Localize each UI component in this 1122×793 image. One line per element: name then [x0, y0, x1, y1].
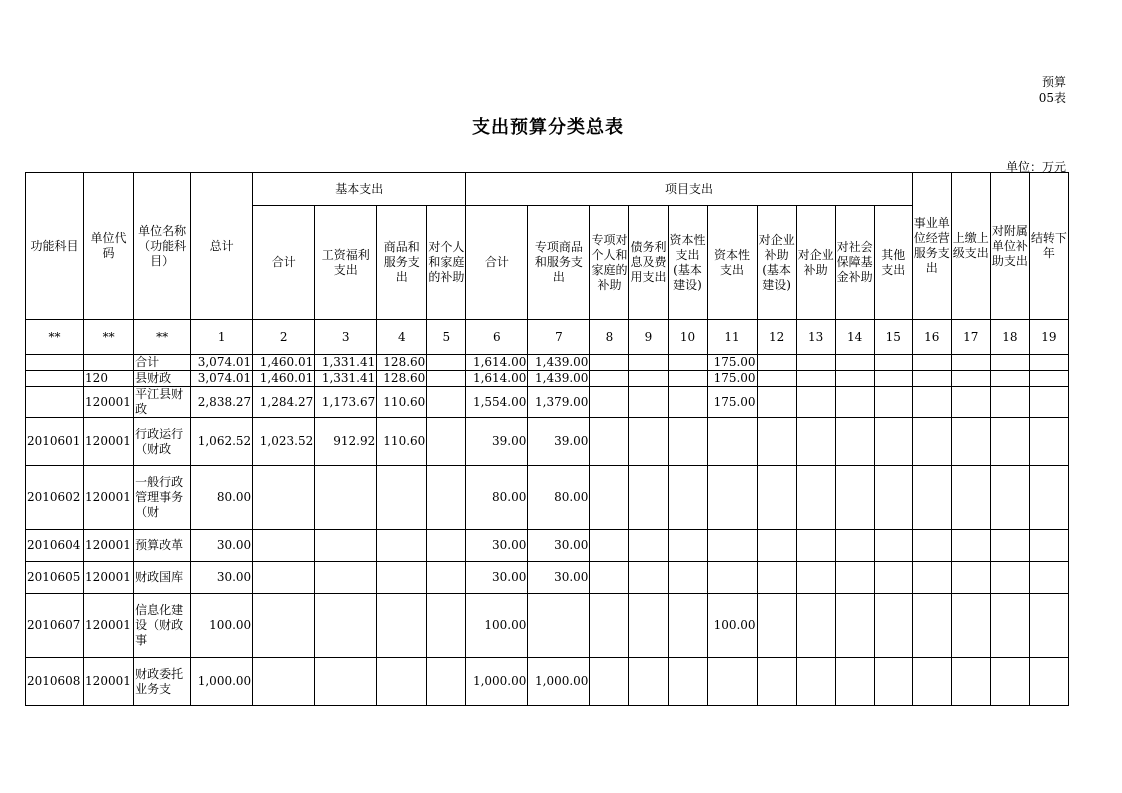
header-p-enterprise: 对企业补助 — [796, 206, 835, 320]
header-b-wage: 工资福利支出 — [315, 206, 377, 320]
cell-b-wage: 1,331.41 — [315, 355, 377, 371]
cell-b-personal — [427, 466, 466, 530]
cell-func: 2010604 — [26, 530, 84, 562]
cell-total: 2,838.27 — [191, 387, 253, 418]
cell-business — [912, 355, 951, 371]
header-basic: 基本支出 — [253, 173, 466, 206]
header-func-code: 功能科目 — [26, 173, 84, 320]
cell-p-capital: 175.00 — [707, 387, 757, 418]
cell-b-sum — [253, 594, 315, 658]
cell-p-enterprise — [796, 466, 835, 530]
cell-b-sum: 1,284.27 — [253, 387, 315, 418]
cell-b-wage — [315, 466, 377, 530]
cell-p-social — [835, 562, 874, 594]
index-cell: ** — [26, 320, 84, 355]
cell-p-debt — [629, 530, 668, 562]
cell-carry — [1029, 562, 1068, 594]
cell-total: 100.00 — [191, 594, 253, 658]
index-row — [26, 320, 1069, 355]
cell-carry — [1029, 594, 1068, 658]
unit-label: 单位：万元 — [1005, 160, 1066, 174]
cell-b-goods: 128.60 — [377, 371, 427, 387]
header-p-debt: 债务利息及费用支出 — [629, 206, 668, 320]
cell-p-goods: 39.00 — [528, 418, 590, 466]
header-p-goods: 专项商品和服务支出 — [528, 206, 590, 320]
index-cell: 14 — [835, 320, 874, 355]
cell-affiliated — [990, 658, 1029, 706]
cell-p-social — [835, 466, 874, 530]
cell-p-capital-build — [668, 371, 707, 387]
cell-business — [912, 530, 951, 562]
cell-p-personal — [590, 562, 629, 594]
index-cell: 13 — [796, 320, 835, 355]
cell-p-goods: 1,379.00 — [528, 387, 590, 418]
cell-unit — [84, 355, 134, 371]
cell-p-enterprise-build — [757, 530, 796, 562]
cell-affiliated — [990, 562, 1029, 594]
cell-business — [912, 387, 951, 418]
cell-p-debt — [629, 466, 668, 530]
cell-p-enterprise-build — [757, 562, 796, 594]
cell-unit: 120 — [84, 371, 134, 387]
index-cell: 15 — [874, 320, 912, 355]
cell-p-capital-build — [668, 355, 707, 371]
index-cell: 9 — [629, 320, 668, 355]
cell-p-social — [835, 387, 874, 418]
cell-b-sum: 1,460.01 — [253, 355, 315, 371]
cell-unit: 120001 — [84, 387, 134, 418]
cell-affiliated — [990, 355, 1029, 371]
cell-p-sum: 80.00 — [466, 466, 528, 530]
cell-p-other — [874, 658, 912, 706]
index-cell: 18 — [990, 320, 1029, 355]
cell-upper — [951, 562, 990, 594]
cell-p-sum: 1,000.00 — [466, 658, 528, 706]
cell-carry — [1029, 466, 1068, 530]
cell-total: 30.00 — [191, 530, 253, 562]
index-cell: 19 — [1029, 320, 1068, 355]
header-carry: 结转下年 — [1029, 173, 1068, 320]
cell-p-enterprise-build — [757, 387, 796, 418]
cell-b-sum — [253, 562, 315, 594]
cell-b-personal — [427, 530, 466, 562]
cell-upper — [951, 418, 990, 466]
cell-p-capital: 175.00 — [707, 371, 757, 387]
cell-b-personal — [427, 658, 466, 706]
cell-name: 信息化建设（财政事 — [134, 594, 191, 658]
cell-p-personal — [590, 418, 629, 466]
cell-affiliated — [990, 387, 1029, 418]
cell-func: 2010602 — [26, 466, 84, 530]
index-cell: ** — [84, 320, 134, 355]
index-cell: 1 — [191, 320, 253, 355]
cell-name: 财政国库 — [134, 562, 191, 594]
index-cell: 8 — [590, 320, 629, 355]
header-row-1 — [26, 173, 1069, 206]
cell-p-enterprise — [796, 371, 835, 387]
cell-p-other — [874, 466, 912, 530]
header-business: 事业单位经营服务支出 — [912, 173, 951, 320]
cell-upper — [951, 594, 990, 658]
cell-b-personal — [427, 387, 466, 418]
cell-func: 2010601 — [26, 418, 84, 466]
cell-p-social — [835, 594, 874, 658]
cell-b-wage — [315, 530, 377, 562]
cell-b-wage: 1,173.67 — [315, 387, 377, 418]
cell-b-goods: 110.60 — [377, 387, 427, 418]
table-row — [26, 658, 1069, 706]
cell-b-sum: 1,460.01 — [253, 371, 315, 387]
header-p-sum: 合计 — [466, 206, 528, 320]
cell-func — [26, 387, 84, 418]
cell-b-personal — [427, 418, 466, 466]
cell-name: 预算改革 — [134, 530, 191, 562]
cell-b-goods: 110.60 — [377, 418, 427, 466]
cell-func — [26, 371, 84, 387]
cell-unit: 120001 — [84, 466, 134, 530]
cell-unit: 120001 — [84, 562, 134, 594]
cell-b-goods — [377, 562, 427, 594]
index-cell: 16 — [912, 320, 951, 355]
cell-b-personal — [427, 355, 466, 371]
form-number — [1039, 74, 1066, 106]
cell-p-personal — [590, 530, 629, 562]
cell-p-capital — [707, 658, 757, 706]
cell-p-capital-build — [668, 562, 707, 594]
cell-p-personal — [590, 466, 629, 530]
cell-p-sum: 100.00 — [466, 594, 528, 658]
cell-affiliated — [990, 594, 1029, 658]
cell-b-personal — [427, 562, 466, 594]
index-cell: 2 — [253, 320, 315, 355]
cell-p-goods: 1,439.00 — [528, 355, 590, 371]
cell-p-capital — [707, 418, 757, 466]
index-cell: 17 — [951, 320, 990, 355]
cell-p-capital: 100.00 — [707, 594, 757, 658]
cell-business — [912, 594, 951, 658]
cell-unit: 120001 — [84, 658, 134, 706]
table-row — [26, 466, 1069, 530]
header-affiliated: 对附属单位补助支出 — [990, 173, 1029, 320]
cell-total: 3,074.01 — [191, 371, 253, 387]
cell-carry — [1029, 355, 1068, 371]
header-project: 项目支出 — [466, 173, 912, 206]
cell-upper — [951, 466, 990, 530]
cell-name: 行政运行（财政 — [134, 418, 191, 466]
index-cell: 3 — [315, 320, 377, 355]
cell-p-sum: 1,554.00 — [466, 387, 528, 418]
cell-carry — [1029, 371, 1068, 387]
cell-business — [912, 562, 951, 594]
table-row — [26, 355, 1069, 371]
cell-upper — [951, 371, 990, 387]
cell-upper — [951, 658, 990, 706]
header-upper: 上缴上级支出 — [951, 173, 990, 320]
cell-business — [912, 658, 951, 706]
cell-total: 1,000.00 — [191, 658, 253, 706]
table-row — [26, 371, 1069, 387]
cell-carry — [1029, 418, 1068, 466]
cell-affiliated — [990, 418, 1029, 466]
cell-total: 3,074.01 — [191, 355, 253, 371]
cell-carry — [1029, 530, 1068, 562]
cell-upper — [951, 530, 990, 562]
cell-business — [912, 466, 951, 530]
cell-name: 一般行政管理事务（财 — [134, 466, 191, 530]
cell-total: 1,062.52 — [191, 418, 253, 466]
header-unit-name: 单位名称（功能科目） — [134, 173, 191, 320]
cell-p-personal — [590, 387, 629, 418]
form-number-line2: 05表 — [1038, 91, 1066, 105]
cell-b-wage — [315, 562, 377, 594]
cell-p-enterprise-build — [757, 594, 796, 658]
cell-p-capital: 175.00 — [707, 355, 757, 371]
index-cell: 10 — [668, 320, 707, 355]
table-row — [26, 594, 1069, 658]
cell-b-sum — [253, 658, 315, 706]
cell-p-capital — [707, 466, 757, 530]
cell-func: 2010607 — [26, 594, 84, 658]
budget-table — [25, 172, 1069, 706]
cell-name: 合计 — [134, 355, 191, 371]
header-total: 总计 — [191, 173, 253, 320]
cell-p-enterprise — [796, 594, 835, 658]
cell-func: 2010605 — [26, 562, 84, 594]
cell-p-debt — [629, 594, 668, 658]
cell-total: 30.00 — [191, 562, 253, 594]
cell-b-goods — [377, 466, 427, 530]
cell-p-debt — [629, 562, 668, 594]
cell-b-goods — [377, 530, 427, 562]
cell-p-enterprise-build — [757, 418, 796, 466]
cell-name: 平江县财政 — [134, 387, 191, 418]
cell-b-personal — [427, 371, 466, 387]
index-cell: 6 — [466, 320, 528, 355]
cell-p-social — [835, 530, 874, 562]
cell-upper — [951, 355, 990, 371]
header-p-social: 对社会保障基金补助 — [835, 206, 874, 320]
header-b-personal: 对个人和家庭的补助 — [427, 206, 466, 320]
cell-affiliated — [990, 371, 1029, 387]
cell-p-enterprise — [796, 658, 835, 706]
cell-b-personal — [427, 594, 466, 658]
cell-affiliated — [990, 466, 1029, 530]
index-cell: 4 — [377, 320, 427, 355]
cell-p-enterprise — [796, 562, 835, 594]
cell-p-sum: 30.00 — [466, 562, 528, 594]
cell-p-social — [835, 418, 874, 466]
index-cell: 11 — [707, 320, 757, 355]
cell-business — [912, 418, 951, 466]
cell-p-goods: 30.00 — [528, 530, 590, 562]
cell-business — [912, 371, 951, 387]
cell-p-debt — [629, 371, 668, 387]
cell-p-personal — [590, 658, 629, 706]
cell-p-social — [835, 658, 874, 706]
cell-unit: 120001 — [84, 594, 134, 658]
cell-func — [26, 355, 84, 371]
cell-func: 2010608 — [26, 658, 84, 706]
cell-p-enterprise — [796, 387, 835, 418]
index-cell: 12 — [757, 320, 796, 355]
index-cell: 7 — [528, 320, 590, 355]
cell-p-enterprise-build — [757, 371, 796, 387]
cell-unit: 120001 — [84, 418, 134, 466]
table-row — [26, 530, 1069, 562]
cell-p-goods: 30.00 — [528, 562, 590, 594]
table-row — [26, 387, 1069, 418]
header-unit-code: 单位代码 — [84, 173, 134, 320]
cell-p-other — [874, 530, 912, 562]
cell-name: 财政委托业务支 — [134, 658, 191, 706]
cell-p-capital-build — [668, 658, 707, 706]
cell-total: 80.00 — [191, 466, 253, 530]
cell-b-wage: 912.92 — [315, 418, 377, 466]
cell-b-wage: 1,331.41 — [315, 371, 377, 387]
cell-p-goods — [528, 594, 590, 658]
cell-p-other — [874, 387, 912, 418]
header-b-goods: 商品和服务支出 — [377, 206, 427, 320]
cell-b-wage — [315, 594, 377, 658]
cell-carry — [1029, 658, 1068, 706]
cell-p-other — [874, 418, 912, 466]
header-p-capital: 资本性支出 — [707, 206, 757, 320]
cell-unit: 120001 — [84, 530, 134, 562]
cell-p-enterprise — [796, 355, 835, 371]
cell-b-goods — [377, 594, 427, 658]
cell-p-personal — [590, 371, 629, 387]
table-row — [26, 418, 1069, 466]
cell-p-capital-build — [668, 530, 707, 562]
index-cell: 5 — [427, 320, 466, 355]
cell-p-capital — [707, 562, 757, 594]
cell-p-goods: 1,439.00 — [528, 371, 590, 387]
cell-p-enterprise-build — [757, 355, 796, 371]
cell-p-personal — [590, 355, 629, 371]
cell-p-other — [874, 562, 912, 594]
cell-p-debt — [629, 355, 668, 371]
header-p-enterprise-build: 对企业补助(基本建设) — [757, 206, 796, 320]
cell-p-capital-build — [668, 418, 707, 466]
cell-p-social — [835, 371, 874, 387]
cell-b-sum — [253, 466, 315, 530]
cell-b-wage — [315, 658, 377, 706]
cell-p-sum: 30.00 — [466, 530, 528, 562]
cell-p-goods: 80.00 — [528, 466, 590, 530]
cell-p-capital-build — [668, 466, 707, 530]
page-title: 支出预算分类总表 — [472, 117, 624, 138]
cell-p-social — [835, 355, 874, 371]
header-p-other: 其他支出 — [874, 206, 912, 320]
cell-p-capital-build — [668, 387, 707, 418]
cell-p-other — [874, 355, 912, 371]
header-p-capital-build: 资本性支出(基本建设) — [668, 206, 707, 320]
cell-b-goods: 128.60 — [377, 355, 427, 371]
cell-p-capital-build — [668, 594, 707, 658]
cell-p-enterprise — [796, 418, 835, 466]
cell-p-personal — [590, 594, 629, 658]
cell-upper — [951, 387, 990, 418]
header-p-personal: 专项对个人和家庭的补助 — [590, 206, 629, 320]
index-cell: ** — [134, 320, 191, 355]
cell-p-sum: 1,614.00 — [466, 355, 528, 371]
cell-p-goods: 1,000.00 — [528, 658, 590, 706]
cell-p-debt — [629, 387, 668, 418]
cell-p-debt — [629, 658, 668, 706]
cell-b-sum: 1,023.52 — [253, 418, 315, 466]
cell-affiliated — [990, 530, 1029, 562]
cell-b-sum — [253, 530, 315, 562]
cell-carry — [1029, 387, 1068, 418]
cell-p-debt — [629, 418, 668, 466]
header-b-sum: 合计 — [253, 206, 315, 320]
cell-b-goods — [377, 658, 427, 706]
form-number-line1: 预算 — [1041, 75, 1066, 89]
cell-p-capital — [707, 530, 757, 562]
cell-name: 县财政 — [134, 371, 191, 387]
cell-p-sum: 39.00 — [466, 418, 528, 466]
cell-p-enterprise-build — [757, 658, 796, 706]
cell-p-other — [874, 594, 912, 658]
cell-p-enterprise — [796, 530, 835, 562]
table-row — [26, 562, 1069, 594]
cell-p-enterprise-build — [757, 466, 796, 530]
cell-p-sum: 1,614.00 — [466, 371, 528, 387]
cell-p-other — [874, 371, 912, 387]
